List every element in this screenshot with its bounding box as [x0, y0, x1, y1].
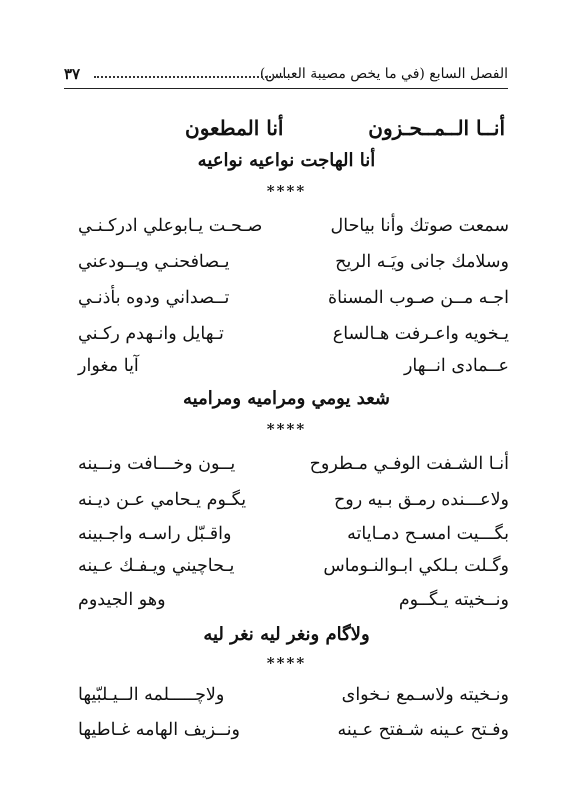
page-number: ٣٧	[64, 65, 81, 83]
refrain-line: ولاگام ونغر ليه نغر ليه	[203, 624, 370, 645]
verse-left-hemistich: ونــزيف الهامه غـاطيها	[78, 720, 240, 740]
verse-right-hemistich: يـخويه واعـرفت هـالساع	[332, 324, 509, 344]
verse-left-hemistich: آيا مغوار	[78, 356, 139, 376]
section-separator-stars: ****	[266, 654, 307, 672]
verse-left-hemistich: ولاچـــــلمه الــيـلبّيها	[78, 685, 225, 705]
section-separator-stars: ****	[266, 420, 307, 438]
verse-left-hemistich: تــصداني ودوه بأذنـي	[78, 288, 230, 308]
verse-right-hemistich: وسلامك جانى ويَـه الريح	[335, 252, 509, 272]
verse-left-hemistich: يــون وخـــافت ونــينه	[78, 454, 236, 474]
verse-right-hemistich: وفـتح عـينه شـفتح عـينه	[337, 720, 509, 740]
verse-left-hemistich: يـصافحنـي ويــودعني	[78, 252, 230, 272]
verse-right-hemistich: ونـخيته ولاسـمع نـخواى	[341, 685, 509, 705]
verse-right-hemistich: عــمادى انــهار	[403, 356, 509, 376]
verse-left-hemistich: يگـوم يـحامي عـن ديـنه	[78, 490, 247, 510]
chapter-title: الفصل السابع (في ما يخص مصيبة العباس)	[259, 66, 508, 82]
verse-right-hemistich: اجـه مــن صـوب المسناة	[327, 288, 509, 308]
verse-right-hemistich: ونــخيته يـگــوم	[398, 590, 509, 610]
title-left-hemistich: أنا المطعون	[185, 116, 284, 140]
section-separator-stars: ****	[266, 182, 307, 200]
verse-left-hemistich: يـحاچيني ويـفـك عـينه	[78, 556, 235, 576]
verse-right-hemistich: أنـا الشـفت الوفـي مـطروح	[309, 454, 509, 474]
leader-dots	[94, 76, 286, 78]
refrain-line: أنا الهاجت نواعيه نواعيه	[197, 150, 376, 171]
verse-right-hemistich: وگـلت بـلكي ابـوالنـوماس	[323, 556, 509, 576]
running-header	[64, 64, 508, 89]
verse-right-hemistich: بگـــيت امسـح دمـاياته	[347, 524, 509, 544]
verse-left-hemistich: وهو الجيدوم	[78, 590, 166, 610]
verse-right-hemistich: سمعت صوتك وأنا بياحال	[330, 216, 509, 236]
verse-left-hemistich: تـهايل وانـهدم ركـني	[78, 324, 224, 344]
refrain-line: شعد يومي ومراميه ومراميه	[183, 388, 390, 409]
title-right-hemistich: أنــا الــمــحـزون	[368, 116, 505, 140]
verse-left-hemistich: صـحـت يـابوعلي ادركـنـي	[78, 216, 263, 236]
verse-left-hemistich: واقـبّل راسـه واجـبينه	[78, 524, 232, 544]
verse-right-hemistich: ولاعـــنده رمـق بـيه روح	[334, 490, 509, 510]
